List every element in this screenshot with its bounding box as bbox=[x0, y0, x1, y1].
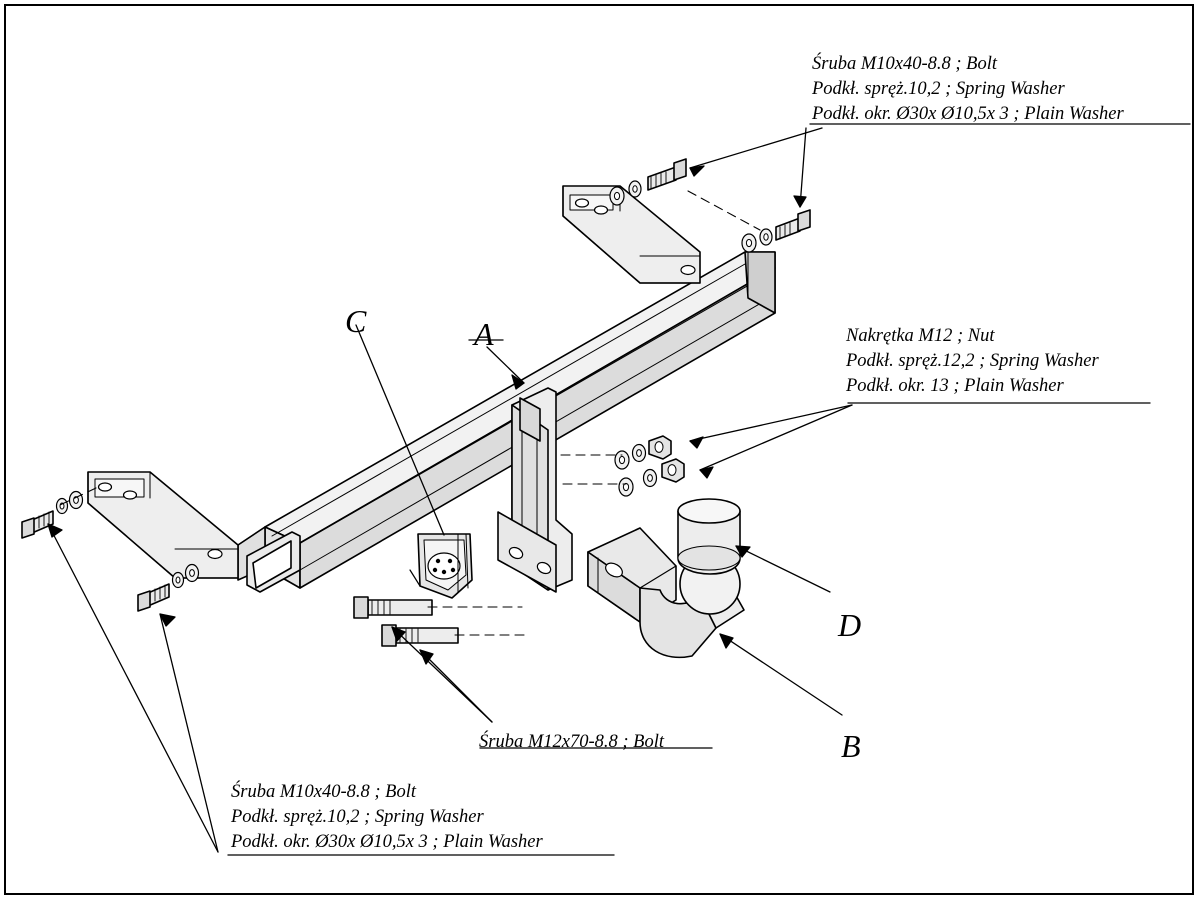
callout-line: Śruba M10x40-8.8 ; Bolt bbox=[231, 782, 416, 802]
callout-right-nut-hardware bbox=[846, 324, 1099, 399]
callout-center-bolt bbox=[479, 730, 664, 755]
fastener-top-right-2 bbox=[742, 210, 810, 252]
right-upper-bracket bbox=[563, 186, 700, 283]
fastener-right-nut-2 bbox=[619, 459, 684, 496]
ball-cap-d bbox=[678, 499, 740, 574]
callout-line: Nakrętka M12 ; Nut bbox=[846, 326, 995, 346]
callout-line: Podkł. okr. 13 ; Plain Washer bbox=[846, 376, 1064, 396]
fastener-top-right-1 bbox=[610, 159, 686, 205]
part-label-b: B bbox=[841, 728, 861, 764]
socket-plate-c bbox=[410, 534, 472, 598]
callout-line: Śruba M10x40-8.8 ; Bolt bbox=[812, 54, 997, 74]
callout-line: Podkł. spręż.10,2 ; Spring Washer bbox=[231, 807, 484, 827]
part-label-a: A bbox=[474, 316, 494, 352]
left-lower-bracket bbox=[88, 472, 238, 578]
callout-line: Podkł. okr. Ø30x Ø10,5x 3 ; Plain Washer bbox=[812, 104, 1124, 124]
fastener-center-bolt-1 bbox=[354, 597, 432, 618]
callout-line: Podkł. spręż.10,2 ; Spring Washer bbox=[812, 79, 1065, 99]
callout-top-right-hardware bbox=[812, 52, 1124, 127]
callout-bottom-left-hardware bbox=[231, 780, 543, 855]
part-label-d: D bbox=[838, 607, 862, 643]
callout-line: Podkł. okr. Ø30x Ø10,5x 3 ; Plain Washer bbox=[231, 832, 543, 852]
part-label-c: C bbox=[345, 303, 367, 339]
callout-line: Śruba M12x70-8.8 ; Bolt bbox=[479, 732, 664, 752]
callout-line: Podkł. spręż.12,2 ; Spring Washer bbox=[846, 351, 1099, 371]
